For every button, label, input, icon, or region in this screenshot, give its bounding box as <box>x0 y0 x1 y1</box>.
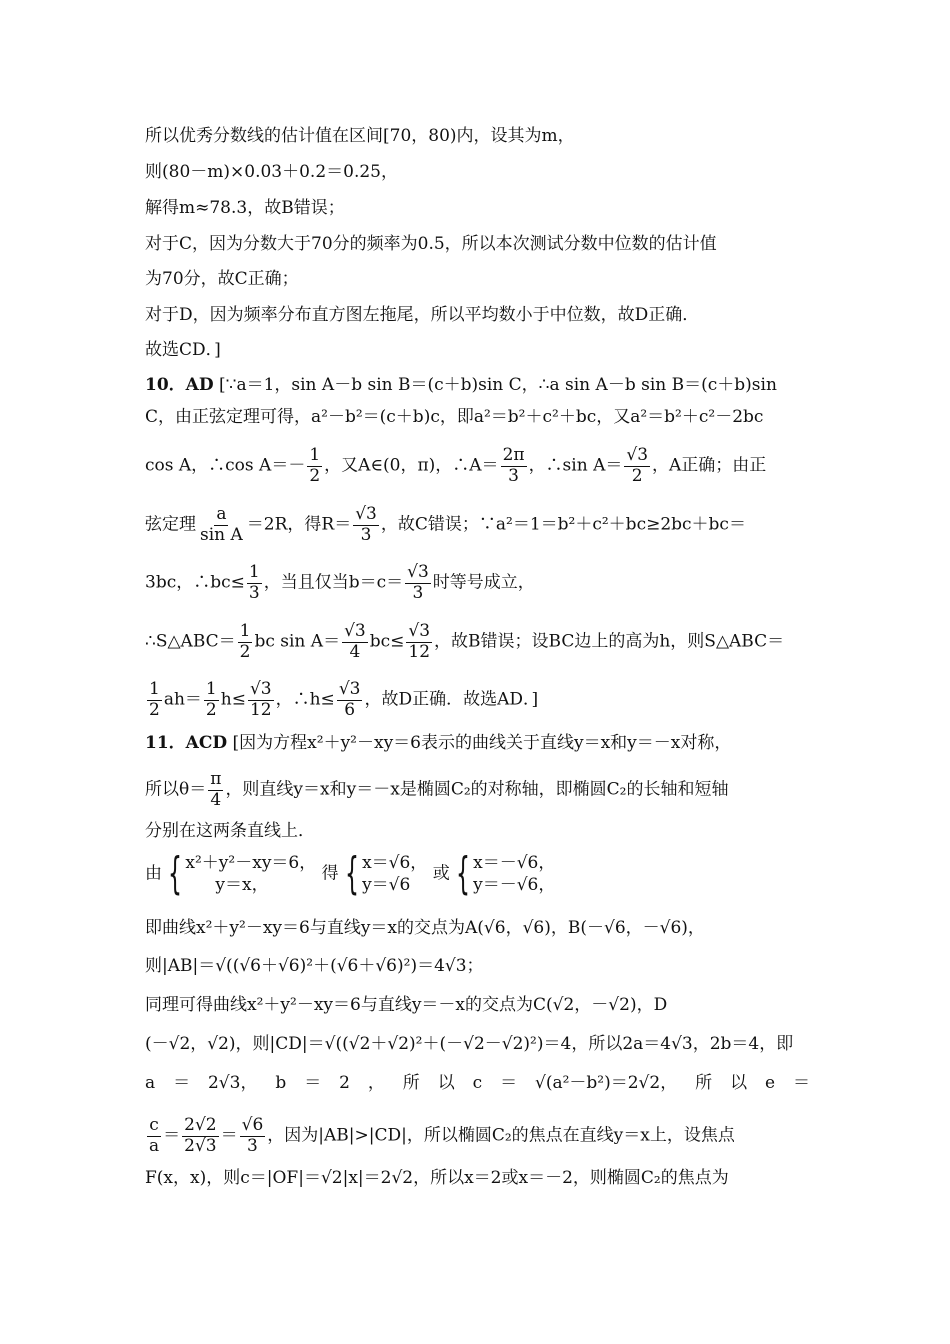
q10-line-4 <box>145 505 810 545</box>
numerator: √3 <box>249 679 272 699</box>
denominator: 3 <box>360 524 372 545</box>
q11-text: 或 <box>432 863 450 884</box>
q10-line-3 <box>145 446 810 486</box>
equation: y＝x， <box>215 875 269 895</box>
numerator: 1 <box>248 562 260 582</box>
q10-line-7 <box>145 680 810 720</box>
denominator: a <box>149 1135 160 1156</box>
text-line: 解得m≈78.3，故B错误； <box>145 198 345 218</box>
token: 以 <box>730 1073 748 1093</box>
equation: y＝－√6， <box>473 875 556 895</box>
equation: x²＋y²－xy＝6， <box>185 853 317 873</box>
token: ＝ <box>173 1073 191 1093</box>
q10-text: ∴S△ABC＝ <box>145 631 236 652</box>
q10-text: ah＝ <box>163 689 202 710</box>
q10-text: bc≤ <box>369 631 405 652</box>
fraction <box>307 446 322 486</box>
fraction <box>406 622 432 662</box>
fraction <box>248 680 274 720</box>
denominator: 2√3 <box>184 1135 217 1156</box>
q11-text: 由 <box>145 863 162 884</box>
denominator: 2 <box>631 465 643 486</box>
q10-text: ，故B错误；设BC边上的高为h，则S△ABC＝ <box>434 631 785 652</box>
q10-answer-label: 10．AD <box>145 375 214 395</box>
text-line: 对于C，因为分数大于70分的频率为0.5，所以本次测试分数中位数的估计值 <box>145 234 717 254</box>
numerator: c <box>149 1115 159 1135</box>
equation: x＝√6， <box>362 853 428 873</box>
q10-line-5 <box>145 563 810 603</box>
numerator: π <box>210 769 222 789</box>
equation-system <box>455 848 556 899</box>
equation: x＝－√6， <box>473 853 556 873</box>
fraction <box>624 446 650 486</box>
q11-line-7: 同理可得曲线x²＋y²－xy＝6与直线y＝－x的交点为C(√2，－√2)，D <box>145 995 668 1015</box>
denominator: 12 <box>408 641 431 662</box>
denominator: 3 <box>248 582 260 603</box>
q10-line-1 <box>145 372 810 398</box>
q10-text: ，故D正确．故选AD．] <box>364 689 539 710</box>
denominator: 12 <box>249 699 272 720</box>
q11-text: ，则直线y＝x和y＝－x是椭圆C₂的对称轴，即椭圆C₂的长轴和短轴 <box>225 779 729 800</box>
token: 2√3， <box>207 1073 258 1093</box>
denominator: 2 <box>205 699 217 720</box>
denominator: 3 <box>247 1135 258 1156</box>
q11-line-4 <box>145 848 810 899</box>
fraction <box>240 1116 266 1156</box>
numerator: 1 <box>309 445 321 465</box>
numerator: √3 <box>355 504 377 524</box>
denominator: sin A <box>200 524 243 545</box>
q11-line-6: 则|AB|＝√((√6＋√6)²＋(√6＋√6)²)＝4√3； <box>145 956 484 976</box>
fraction <box>337 680 363 720</box>
q10-line-6 <box>145 622 810 662</box>
fraction <box>405 563 431 603</box>
equation-system <box>167 848 317 899</box>
left-brace-icon: { <box>168 848 183 899</box>
denominator: 2 <box>149 699 160 720</box>
token: ＝ <box>500 1073 518 1093</box>
fraction <box>147 1116 161 1156</box>
token: 所 <box>695 1073 713 1093</box>
denominator: 3 <box>412 582 424 603</box>
text-line: 则(80－m)×0.03＋0.2＝0.25， <box>145 162 398 182</box>
q11-line-1 <box>145 730 810 756</box>
q10-text: ，又A∈(0，π)，∴A＝ <box>324 455 499 476</box>
q10-text: ＝2R，得R＝ <box>246 514 352 535</box>
numerator: 2√2 <box>184 1115 217 1135</box>
fraction <box>208 770 223 810</box>
numerator: √3 <box>344 621 366 641</box>
fraction <box>501 446 527 486</box>
left-brace-icon: { <box>456 848 471 899</box>
denominator: 4 <box>349 641 361 662</box>
token: 以 <box>437 1073 455 1093</box>
numerator: √6 <box>241 1115 264 1135</box>
numerator: √3 <box>407 562 429 582</box>
q11-answer-label: 11．ACD <box>145 733 228 753</box>
fraction <box>342 622 368 662</box>
q11-line-9 <box>145 1070 810 1096</box>
q11-text: ，因为|AB|>|CD|，所以椭圆C₂的焦点在直线y＝x上，设焦点 <box>267 1125 735 1146</box>
q10-text: bc sin A＝ <box>254 631 341 652</box>
numerator: 1 <box>205 679 217 699</box>
q10-text: ，∴sin A＝ <box>528 455 623 476</box>
q10-text: cos A，∴cos A＝－ <box>145 455 306 476</box>
numerator: √3 <box>626 445 649 465</box>
equation-system <box>344 848 428 899</box>
equals: ＝ <box>163 1125 181 1146</box>
token: 所 <box>402 1073 420 1093</box>
token: ， <box>367 1073 385 1093</box>
q11-text: [因为方程x²＋y²－xy＝6表示的曲线关于直线y＝x和y＝－x对称， <box>232 733 732 753</box>
denominator: 2 <box>309 465 321 486</box>
q10-text: [∵a＝1，sin A－b sin B＝(c＋b)sin C，∴a sin A－b sin B＝(c＋b)sin <box>219 375 777 395</box>
numerator: 2π <box>502 445 525 465</box>
numerator: √3 <box>408 621 431 641</box>
q11-line-11: F(x，x)，则c＝|OF|＝√2|x|＝2√2，所以x＝2或x＝－2，则椭圆C₂的焦点为 <box>145 1168 729 1188</box>
fraction <box>198 505 245 545</box>
token: ＝ <box>792 1073 810 1093</box>
q11-line-2 <box>145 770 810 810</box>
equals: ＝ <box>220 1125 238 1146</box>
numerator: 1 <box>239 621 251 641</box>
numerator: a <box>216 504 227 524</box>
q11-line-10 <box>145 1116 810 1156</box>
q10-text: h≤ <box>220 689 246 710</box>
fraction <box>147 680 162 720</box>
denominator: 6 <box>344 699 356 720</box>
q10-text: ，当且仅当b＝c＝ <box>263 572 404 593</box>
numerator: √3 <box>338 679 361 699</box>
q11-line-5: 即曲线x²＋y²－xy＝6与直线y＝x的交点为A(√6，√6)，B(－√6，－√6)， <box>145 918 705 938</box>
fraction <box>247 563 262 603</box>
q10-line-2: C，由正弦定理可得，a²－b²＝(c＋b)c，即a²＝b²＋c²＋bc，又a²＝b²＋c²－2bc <box>145 407 764 427</box>
q10-text: ，A正确；由正 <box>652 455 767 476</box>
text-line: 对于D，因为频率分布直方图左拖尾，所以平均数小于中位数，故D正确． <box>145 305 700 325</box>
denominator: 4 <box>210 789 222 810</box>
q10-text: 3bc，∴bc≤ <box>145 572 245 593</box>
fraction <box>182 1116 218 1156</box>
fraction <box>353 505 379 545</box>
q10-text: 弦定理 <box>145 514 196 535</box>
token: √(a²－b²)＝2√2， <box>535 1073 678 1093</box>
text-line: 故选CD．] <box>145 340 221 360</box>
q11-text: 得 <box>321 863 339 884</box>
fraction <box>204 680 219 720</box>
token: c <box>472 1073 483 1093</box>
denominator: 3 <box>508 465 519 486</box>
token: e <box>764 1073 776 1093</box>
token: a <box>145 1073 156 1093</box>
q10-text: ，∴h≤ <box>275 689 335 710</box>
denominator: 2 <box>239 641 251 662</box>
q10-text: ，故C错误；∵a²＝1＝b²＋c²＋bc≥2bc＋bc＝ <box>380 514 746 535</box>
text-line: 所以优秀分数线的估计值在区间[70，80)内，设其为m， <box>145 126 575 146</box>
q11-line-3: 分别在这两条直线上． <box>145 821 315 841</box>
fraction <box>238 622 253 662</box>
token: ＝ <box>304 1073 322 1093</box>
q11-line-8: (－√2，√2)，则|CD|＝√((√2＋√2)²＋(－√2－√2)²)＝4，所以2a＝4√3，2b＝4，即 <box>145 1034 794 1054</box>
text-line: 为70分，故C正确； <box>145 269 299 289</box>
q11-text: 所以θ＝ <box>145 779 207 800</box>
q10-text: 时等号成立， <box>432 572 535 593</box>
equation: y＝√6 <box>362 875 411 895</box>
token: b <box>275 1073 287 1093</box>
left-brace-icon: { <box>345 848 360 899</box>
token: 2 <box>339 1073 350 1093</box>
numerator: 1 <box>149 679 160 699</box>
